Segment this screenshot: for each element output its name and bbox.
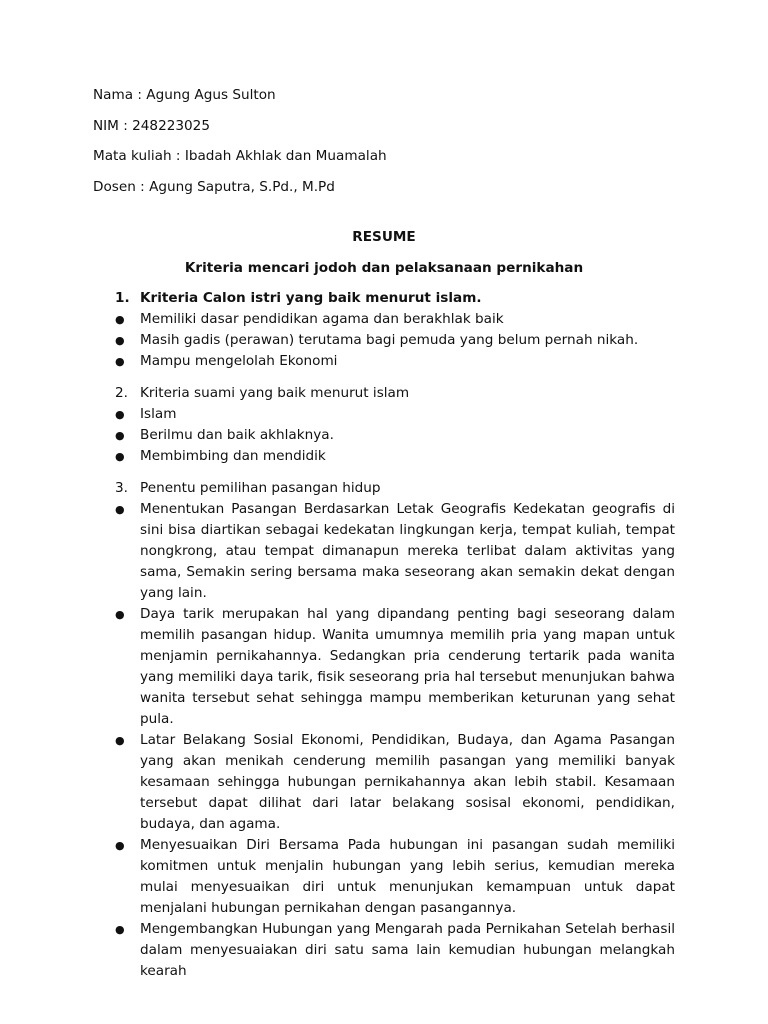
section-number: 3. [115,479,128,496]
list-item [93,835,675,919]
list-item-text: Mampu mengelolah Ekonomi [140,352,338,369]
student-info [93,85,675,198]
section-heading-text: Kriteria suami yang baik menurut islam [140,384,410,401]
bullet-icon: ● [115,407,125,421]
section-2 [93,383,675,467]
bullet-icon: ● [115,838,125,852]
document-subtitle: Kriteria mencari jodoh dan pelaksanaan pernikahan [184,259,584,276]
bullet-icon: ● [115,733,125,747]
bullet-icon: ● [115,502,125,516]
bullet-list [93,404,675,467]
list-item-text: Berilmu dan baik akhlaknya. [140,426,334,443]
list-item [93,919,675,982]
section-number: 1. [115,289,130,306]
bullet-icon: ● [115,607,125,621]
section-heading-text: Kriteria Calon istri yang baik menurut islam. [140,289,482,306]
list-item [93,604,675,730]
bullet-icon: ● [115,312,125,326]
list-item-text: Menyesuaikan Diri Bersama Pada hubungan ini pasangan sudah memiliki komitmen untuk menjalin hubungan yang lebih serius, kemudian mereka mulai menyesuaikan diri untuk menunjukan kemampuan untuk dapat menjalani hubungan pernikahan dengan pasangannya. [140,836,675,916]
list-item-text: Memiliki dasar pendidikan agama dan berakhlak baik [140,310,504,327]
section-heading [93,478,675,499]
section-number: 2. [115,384,128,401]
bullet-icon: ● [115,449,125,463]
student-name: Nama : Agung Agus Sulton [93,87,276,103]
section-3 [93,478,675,982]
list-item-text: Masih gadis (perawan) terutama bagi pemuda yang belum pernah nikah. [140,331,639,348]
section-heading-text: Penentu pemilihan pasangan hidup [140,479,381,496]
list-item-text: Daya tarik merupakan hal yang dipandang penting bagi seseorang dalam memilih pasangan hidup. Wanita umumnya memilih pria yang mapan untuk menjamin pernikahannya. Sedangkan pria cenderung tertarik pada wanita yang memiliki daya tarik, fisik seseorang pria hal tersebut menunjukan bahwa wanita tersebut sehat sehingga mampu memberikan keturunan yang sehat pula. [140,605,675,727]
bullet-icon: ● [115,333,125,347]
bullet-list [93,499,675,982]
section-heading [93,383,675,404]
list-item-text: Latar Belakang Sosial Ekonomi, Pendidikan, Budaya, dan Agama Pasangan yang akan menikah cenderung memilih pasangan yang memiliki banyak kesamaan sehingga hubungan pernikahannya akan lebih stabil. Kesamaan tersebut dapat dilihat dari latar belakang sosisal ekonomi, pendidikan, budaya, dan agama. [140,731,675,832]
list-item [93,425,675,446]
document-title: RESUME [352,228,416,245]
section-heading [93,288,675,309]
list-item [93,499,675,604]
list-item-text: Membimbing dan mendidik [140,447,326,464]
section-1 [93,288,675,372]
list-item-text: Islam [140,405,177,422]
list-item-text: Mengembangkan Hubungan yang Mengarah pada Pernikahan Setelah berhasil dalam menyesuaiakan diri satu sama lain kemudian hubungan melangkah kearah [140,920,675,979]
bullet-icon: ● [115,922,125,936]
list-item-text: Menentukan Pasangan Berdasarkan Letak Geografis Kedekatan geografis di sini bisa diartikan sebagai kedekatan lingkungan kerja, tempat kuliah, tempat nongkrong, atau tempat dimanapun mereka terlibat dalam aktivitas yang sama, Semakin sering bersama maka seseorang akan semakin dekat dengan yang lain. [140,500,675,601]
list-item [93,730,675,835]
bullet-icon: ● [115,428,125,442]
list-item [93,309,675,330]
lecturer-name: Dosen : Agung Saputra, S.Pd., M.Pd [93,178,335,195]
list-item [93,330,675,351]
list-item [93,351,675,372]
bullet-icon: ● [115,354,125,368]
course-name: Mata kuliah : Ibadah Akhlak dan Muamalah [93,148,387,164]
student-nim: NIM : 248223025 [93,117,210,134]
bullet-list [93,309,675,372]
list-item [93,446,675,467]
list-item [93,404,675,425]
